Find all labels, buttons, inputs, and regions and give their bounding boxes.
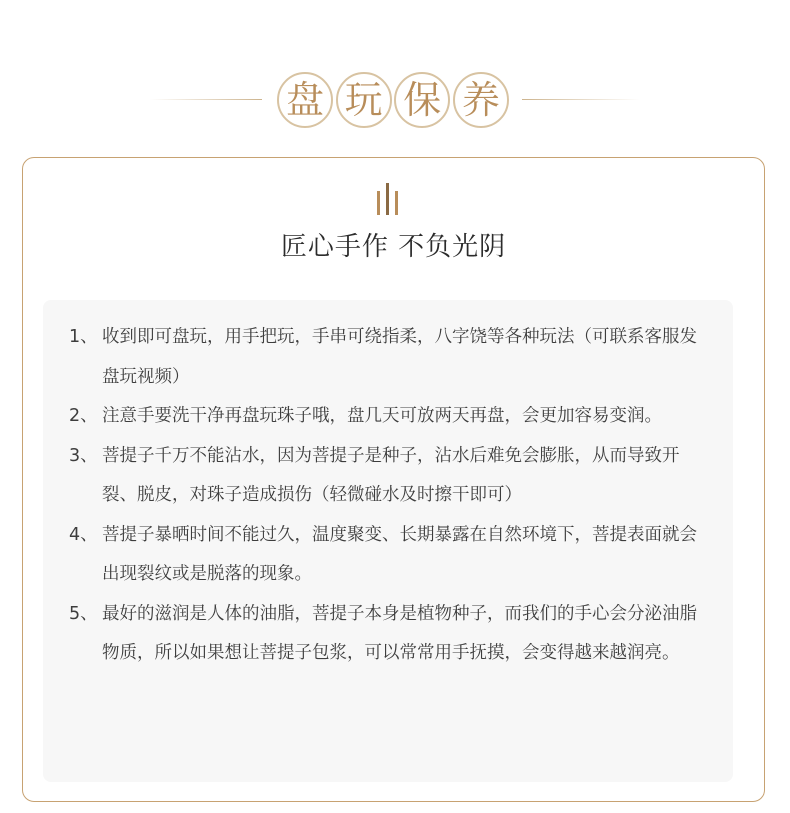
care-list: [69, 318, 709, 674]
item-number: 3、: [69, 445, 98, 466]
item-number: 4、: [69, 524, 98, 545]
header-divider-left: [150, 99, 262, 100]
content-panel: [43, 300, 733, 782]
item-number: 5、: [69, 603, 98, 624]
section-header: [0, 68, 790, 132]
title-char: 保: [394, 72, 450, 128]
list-item: [69, 437, 709, 516]
care-card: [22, 157, 765, 802]
header-divider-right: [522, 99, 640, 100]
item-text: 菩提子千万不能沾水，因为菩提子是种子，沾水后难免会膨胀，从而导致开裂、脱皮，对珠子造成损伤（轻微碰水及时擦干即可）: [102, 445, 680, 505]
three-bars-icon: [374, 183, 402, 215]
title-char: 盘: [277, 72, 333, 128]
title-char: 玩: [336, 72, 392, 128]
item-text: 收到即可盘玩，用手把玩，手串可绕指柔，八字饶等各种玩法（可联系客服发盘玩视频）: [102, 327, 697, 387]
item-text: 注意手要洗干净再盘玩珠子哦，盘几天可放两天再盘，会更加容易变润。: [102, 406, 662, 426]
card-subtitle: 匠心手作 不负光阴: [280, 232, 507, 262]
item-text: 最好的滋润是人体的油脂，菩提子本身是植物种子，而我们的手心会分泌油脂物质，所以如果想让菩提子包浆，可以常常用手抚摸，会变得越来越润亮。: [102, 603, 697, 663]
list-item: [69, 397, 709, 437]
list-item: [69, 516, 709, 595]
list-item: [69, 318, 709, 397]
item-text: 菩提子暴晒时间不能过久，温度聚变、长期暴露在自然环境下，菩提表面就会出现裂纹或是脱落的现象。: [102, 524, 697, 584]
item-number: 2、: [69, 406, 98, 426]
list-item: [69, 595, 709, 674]
item-number: 1、: [69, 327, 98, 347]
title-char: 养: [453, 72, 509, 128]
section-title: [277, 68, 509, 132]
